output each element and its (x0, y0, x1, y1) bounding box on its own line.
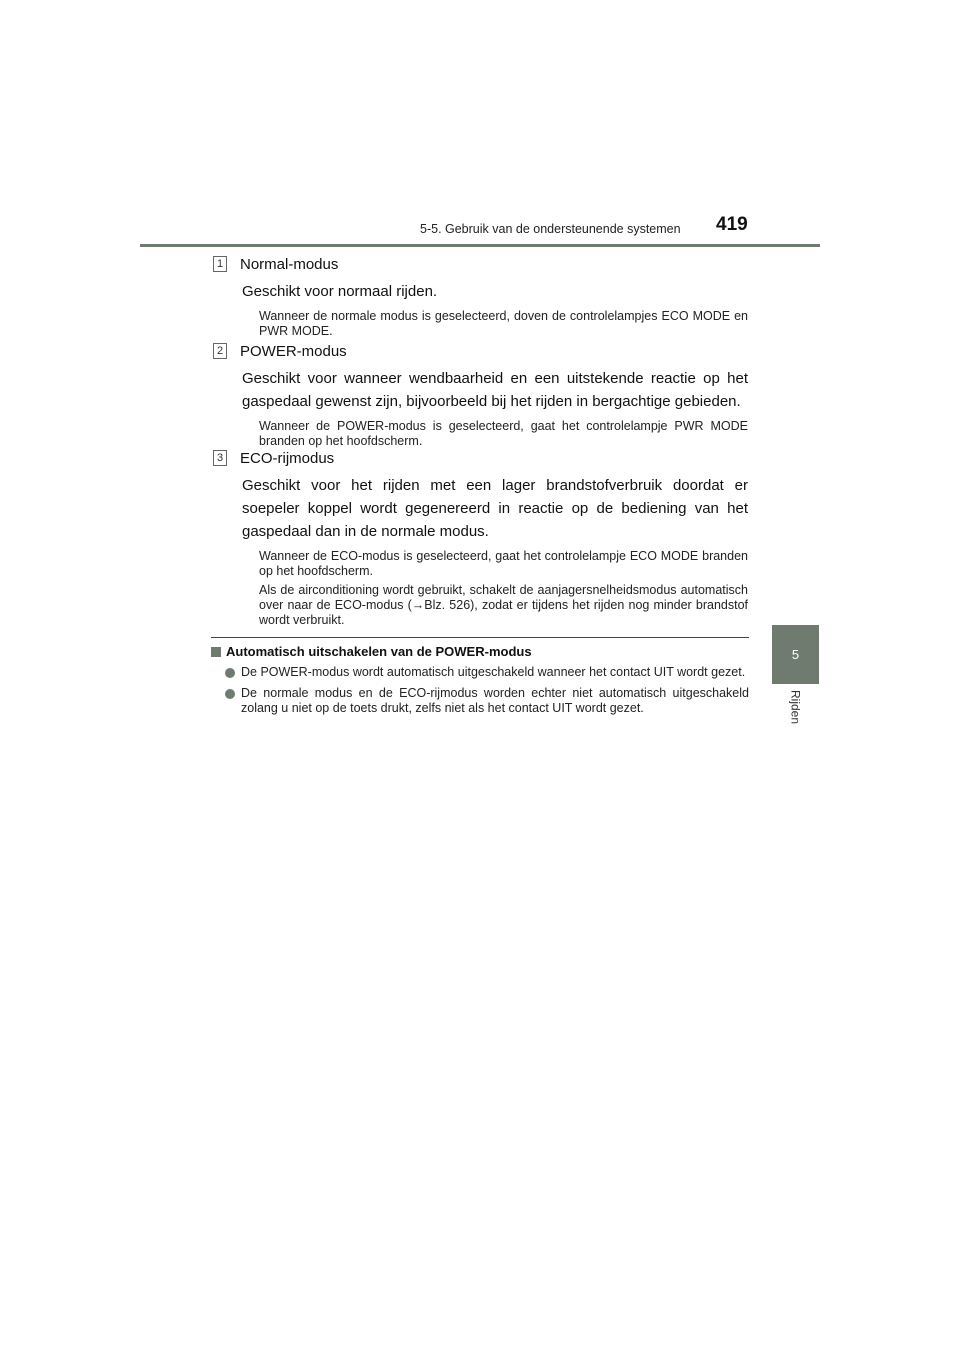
item-description: Geschikt voor wanneer wendbaarheid en een uitstekende reactie op het gaspedaal gewenst zijn, bijvoorbeeld bij het rijden in bergachtige gebieden. (242, 370, 748, 410)
square-bullet-icon (211, 647, 221, 657)
bullet-text: De normale modus en de ECO-rijmodus worden echter niet automatisch uitgeschakeld zolang u niet op de toets drukt, zelfs niet als het contact UIT wordt gezet. (241, 686, 749, 715)
item-note: Wanneer de normale modus is geselecteerd, doven de controlelampjes ECO MODE en PWR MODE. (259, 309, 748, 338)
mode-item-eco (213, 447, 748, 628)
item-number-badge: 1 (213, 256, 227, 272)
item-description: Geschikt voor normaal rijden. (242, 283, 438, 300)
notes-divider (211, 637, 749, 638)
item-number-badge: 2 (213, 343, 227, 359)
notes-section (211, 644, 749, 716)
bullet-text: De POWER-modus wordt automatisch uitgeschakeld wanneer het contact UIT wordt gezet. (241, 665, 746, 679)
notes-heading-text: Automatisch uitschakelen van de POWER-modus (226, 644, 532, 659)
list-item (211, 686, 749, 716)
header-divider (140, 244, 820, 247)
page-number: 419 (716, 214, 748, 235)
item-title: ECO-rijmodus (240, 449, 335, 467)
mode-item-normal (213, 253, 748, 339)
item-title: POWER-modus (240, 342, 347, 360)
item-title: Normal-modus (240, 255, 339, 273)
notes-heading (211, 644, 749, 659)
chapter-tab[interactable] (772, 625, 819, 684)
section-title: 5-5. Gebruik van de ondersteunende systemen (420, 222, 681, 236)
circle-bullet-icon (225, 689, 235, 699)
list-item (211, 665, 749, 680)
chapter-label-container (772, 690, 819, 724)
item-number-badge: 3 (213, 450, 227, 466)
chapter-label: Rijden (788, 690, 803, 725)
circle-bullet-icon (225, 668, 235, 678)
mode-item-power (213, 340, 748, 449)
item-note: Als de airconditioning wordt gebruikt, schakelt de aanjagersnelheidsmodus automatisch over naar de ECO-modus (→Blz. 526), zodat er tijdens het rijden nog minder brandstof wordt verbruikt. (259, 583, 748, 627)
item-note: Wanneer de POWER-modus is geselecteerd, gaat het controlelampje PWR MODE branden op het hoofdscherm. (259, 419, 748, 448)
item-note: Wanneer de ECO-modus is geselecteerd, gaat het controlelampje ECO MODE branden op het hoofdscherm. (259, 549, 748, 578)
chapter-number: 5 (791, 647, 800, 662)
item-description: Geschikt voor het rijden met een lager brandstofverbruik doordat er soepeler koppel wordt gegenereerd in reactie op de bediening van het gaspedaal dan in de normale modus. (242, 477, 748, 540)
